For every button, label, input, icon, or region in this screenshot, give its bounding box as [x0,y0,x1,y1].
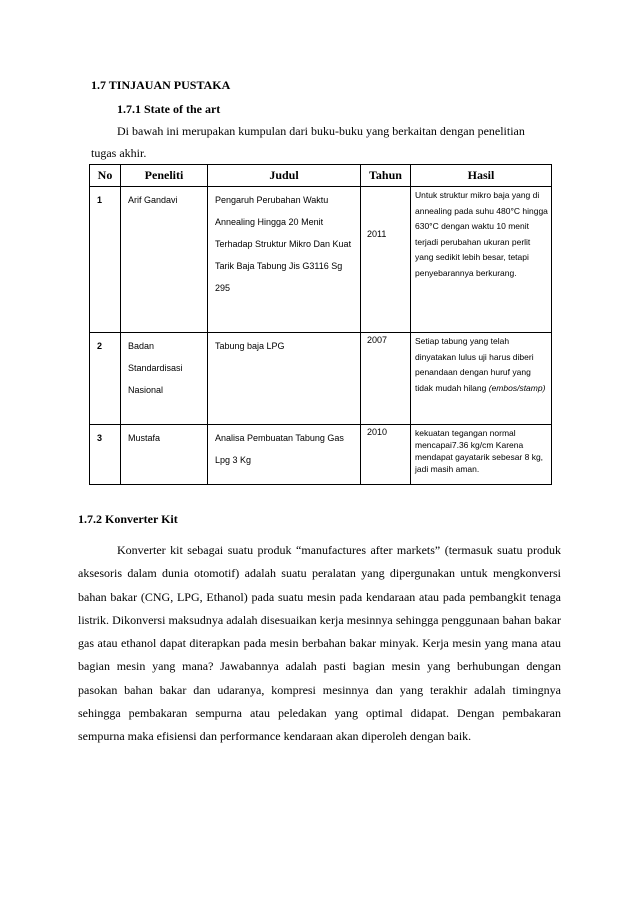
converter-paragraph [78,539,561,749]
literature-table [89,164,552,485]
column-header-judul: Judul [208,165,361,187]
row-judul: Tabung baja LPG [208,333,361,425]
row-hasil-italic: (embos/stamp) [488,382,546,393]
row-tahun [361,333,411,425]
row-judul: Pengaruh Perubahan Waktu Annealing Hingga 20 Menit Terhadap Struktur Mikro Dan Kuat Tarik Baja Tabung Jis G3116 Sg 295 [208,187,361,333]
row-peneliti: Mustafa [121,425,208,485]
row-no: 3 [90,425,121,485]
row-peneliti: Badan Standardisasi Nasional [121,333,208,425]
section-heading: 1.7 TINJAUAN PUSTAKA [91,78,231,92]
table-row [90,425,552,485]
row-hasil-text: Setiap tabung yang telah dinyatakan lulus uji harus diberi penandaan dengan huruf yang tidak mudah hilang [415,336,534,393]
row-no: 1 [90,187,121,333]
row-tahun [361,187,411,333]
row-tahun-text: 2011 [367,229,387,239]
row-peneliti: Arif Gandavi [121,187,208,333]
column-header-peneliti: Peneliti [121,165,208,187]
row-judul: Analisa Pembuatan Tabung Gas Lpg 3 Kg [208,425,361,485]
row-hasil: kekuatan tegangan normal mencapai7.36 kg/cm Karena mendapat gayatarik sebesar 8 kg, jadi masih aman. [411,425,552,485]
subsection-heading: 1.7.1 State of the art [117,102,221,116]
intro-text-line1: Di bawah ini merupakan kumpulan dari buku-buku yang berkaitan dengan penelitian [117,124,525,138]
intro-text-line2: tugas akhir. [91,146,147,160]
table-row [90,333,552,425]
row-tahun-text: 2007 [367,335,388,345]
table-row [90,187,552,333]
column-header-tahun: Tahun [361,165,411,187]
column-header-hasil: Hasil [411,165,552,187]
column-header-no: No [90,165,121,187]
row-no: 2 [90,333,121,425]
converter-heading: 1.7.2 Konverter Kit [78,512,178,526]
row-tahun-text: 2010 [367,427,388,437]
row-tahun [361,425,411,485]
row-hasil: Untuk struktur mikro baja yang di annealing pada suhu 480°C hingga 630°C dengan waktu 10 menit terjadi perubahan ukuran perlit yang sedikit lebih besar, tetapi penyebarannya berkurang. [411,187,552,333]
converter-paragraph-text: Konverter kit sebagai suatu produk “manufactures after markets” (termasuk suatu produk aksesoris dalam dunia otomotif) adalah suatu peralatan yang dipergunakan untuk mengkonversi bahan bakar (CNG, LPG, Ethanol) pada suatu mesin pada kendaraan atau pada pembangkit tenaga listrik. Dikonversi maksudnya adalah disesuaikan kerja mesinnya sehingga penggunaan bahan bakar gas atau ethanol dapat diterapkan pada mesin berbahan bakar minyak. Kerja mesin yang mana atau bagian mesin yang mana? Jawabannya adalah pasti bagian mesin yang berhubungan dengan pasokan bahan bakar dan udaranya, kompresi mesinnya dan yang terakhir adalah timingnya sehingga pembakaran sempurna atau peledakan yang optimal didapat. Dengan pembakaran sempurna maka efisiensi dan performance kendaraan akan diperoleh dengan baik. [78,543,561,744]
table-header-row [90,165,552,187]
row-hasil [411,333,552,425]
